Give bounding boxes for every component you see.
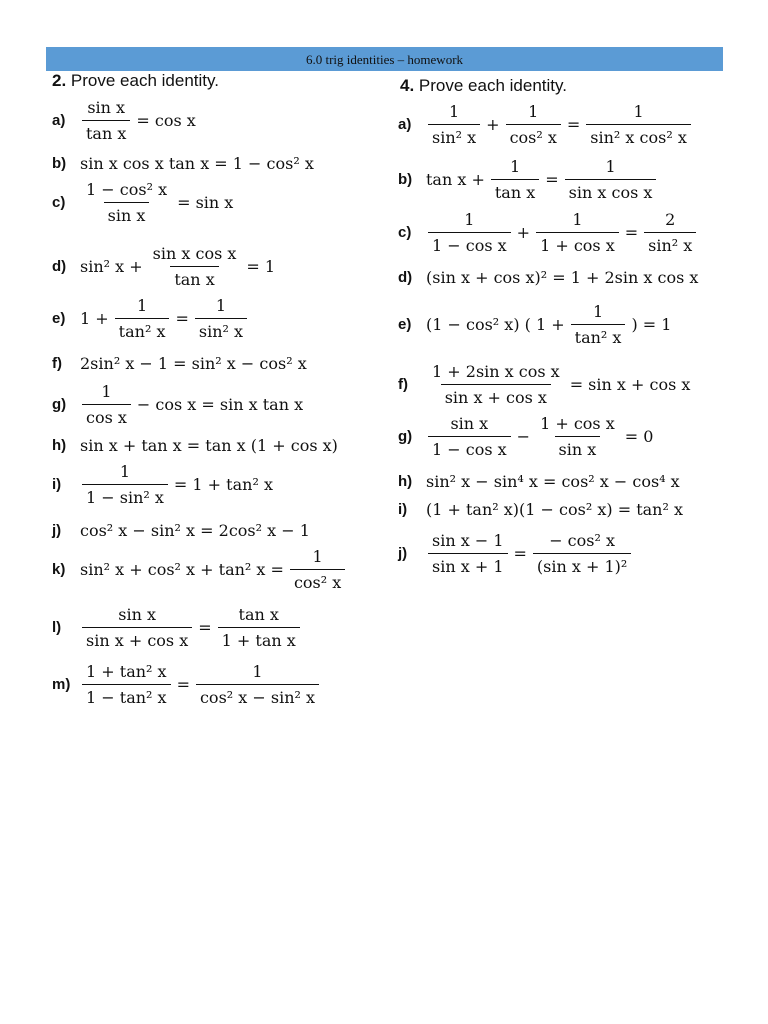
fraction xyxy=(506,102,561,147)
equals: = xyxy=(545,170,559,189)
problem-4a xyxy=(398,102,695,147)
denominator: tan x xyxy=(170,266,218,289)
fraction xyxy=(586,102,691,147)
numerator: 1 xyxy=(605,157,616,176)
problem-2l xyxy=(52,605,304,650)
label: h) xyxy=(52,437,67,454)
numerator: 1 − cos² x xyxy=(86,180,168,199)
section-2-number: 2. xyxy=(52,71,67,90)
fraction xyxy=(571,302,626,347)
denominator: sin x xyxy=(104,202,150,225)
lhs: tan x + xyxy=(426,170,485,189)
rhs: = cos x xyxy=(136,111,196,130)
numerator: 1 xyxy=(464,210,475,229)
numerator: 1 xyxy=(119,462,131,481)
problem-4c xyxy=(398,210,700,255)
rhs: = 1 xyxy=(246,257,276,276)
denominator: tan x xyxy=(82,120,130,143)
problem-2k xyxy=(52,547,349,592)
label: b) xyxy=(52,155,67,172)
denominator: 1 + cos x xyxy=(536,232,619,255)
denominator: 1 − sin² x xyxy=(82,484,168,507)
problem-2m xyxy=(52,662,323,707)
fraction xyxy=(428,531,508,576)
rhs: = sin x xyxy=(177,193,234,212)
operator: − xyxy=(516,427,531,446)
numerator: 1 xyxy=(633,102,644,121)
denominator: sin² x cos² x xyxy=(586,124,691,147)
label: k) xyxy=(52,561,66,578)
rhs: = 1 + tan² x xyxy=(173,475,273,494)
fraction xyxy=(290,547,345,592)
fraction xyxy=(533,531,631,576)
label: e) xyxy=(52,310,66,327)
denominator: sin² x xyxy=(644,232,696,255)
denominator: sin x + 1 xyxy=(428,553,508,576)
fraction xyxy=(115,296,170,341)
problem-2j xyxy=(52,521,312,540)
rhs: ) = 1 xyxy=(631,315,672,334)
fraction xyxy=(82,382,131,427)
denominator: cos x xyxy=(82,404,131,427)
numerator: 1 xyxy=(509,157,521,176)
rhs: − cos x = sin x tan x xyxy=(136,395,304,414)
problem-2b xyxy=(52,154,316,173)
denominator: cos² x xyxy=(290,569,345,592)
denominator: sin x xyxy=(555,436,601,459)
section-2-heading xyxy=(52,71,219,91)
numerator: sin x cos x xyxy=(152,244,237,263)
numerator: 1 xyxy=(136,296,148,315)
denominator: (sin x + 1)² xyxy=(533,553,631,576)
problem-2g xyxy=(52,382,305,427)
expression: sin x + tan x = tan x (1 + cos x) xyxy=(80,436,338,455)
numerator: 1 xyxy=(592,302,604,321)
denominator: 1 + tan x xyxy=(218,627,300,650)
label: j) xyxy=(52,522,62,539)
numerator: 1 + tan² x xyxy=(86,662,167,681)
equals: = xyxy=(566,115,581,134)
denominator: tan² x xyxy=(571,324,626,347)
fraction xyxy=(82,462,168,507)
fraction xyxy=(149,244,241,289)
section-4-heading xyxy=(400,76,567,96)
numerator: sin x − 1 xyxy=(432,531,504,550)
problem-4h xyxy=(398,472,682,491)
label: d) xyxy=(398,269,413,286)
denominator: sin x cos x xyxy=(565,179,657,202)
denominator: 1 − cos x xyxy=(428,436,511,459)
label: e) xyxy=(398,316,412,333)
section-2-title: Prove each identity. xyxy=(70,71,219,90)
fraction xyxy=(428,414,511,459)
fraction xyxy=(82,662,171,707)
problem-4f xyxy=(398,362,692,407)
problem-2e xyxy=(52,296,251,341)
expression: cos² x − sin² x = 2cos² x − 1 xyxy=(80,521,310,540)
label: j) xyxy=(398,545,408,562)
problem-4e xyxy=(398,302,673,347)
label: b) xyxy=(398,171,413,188)
label: d) xyxy=(52,258,67,275)
denominator: sin x + cos x xyxy=(441,384,551,407)
fraction xyxy=(428,102,480,147)
operator: + xyxy=(516,223,531,242)
numerator: 1 xyxy=(252,662,263,681)
equals: = xyxy=(176,675,190,694)
numerator: − cos² x xyxy=(549,531,616,550)
denominator: 1 − tan² x xyxy=(82,684,171,707)
fraction xyxy=(195,296,247,341)
denominator: sin² x xyxy=(428,124,480,147)
denominator: 1 − cos x xyxy=(428,232,511,255)
denominator: tan x xyxy=(491,179,539,202)
numerator: 1 xyxy=(215,296,227,315)
label: f) xyxy=(52,355,62,372)
label: c) xyxy=(398,224,412,241)
fraction xyxy=(644,210,696,255)
denominator: cos² x − sin² x xyxy=(196,684,319,707)
label: g) xyxy=(398,428,413,445)
fraction xyxy=(428,362,564,407)
lhs: sin² x + cos² x + tan² x = xyxy=(80,560,284,579)
expression: (sin x + cos x)² = 1 + 2sin x cos x xyxy=(426,268,699,287)
label: a) xyxy=(52,112,66,129)
problem-2h xyxy=(52,436,340,455)
label: g) xyxy=(52,396,67,413)
problem-4g xyxy=(398,414,655,459)
fraction xyxy=(491,157,539,202)
lhs: (1 − cos² x) ( 1 + xyxy=(426,315,565,334)
problem-4b xyxy=(398,157,660,202)
label: c) xyxy=(52,194,66,211)
numerator: sin x xyxy=(118,605,156,624)
fraction xyxy=(82,605,192,650)
rhs: = 0 xyxy=(624,427,654,446)
numerator: sin x xyxy=(87,98,126,117)
expression: 2sin² x − 1 = sin² x − cos² x xyxy=(80,354,307,373)
problem-2a xyxy=(52,98,198,143)
numerator: 1 xyxy=(101,382,112,401)
denominator: sin² x xyxy=(195,318,247,341)
fraction xyxy=(536,414,619,459)
fraction xyxy=(565,157,657,202)
label: l) xyxy=(52,619,62,636)
problem-4i xyxy=(398,500,685,519)
numerator: tan x xyxy=(238,605,279,624)
rhs: = sin x + cos x xyxy=(569,375,691,394)
section-4-title: Prove each identity. xyxy=(418,76,567,95)
denominator: cos² x xyxy=(506,124,561,147)
problem-4j xyxy=(398,531,635,576)
numerator: 1 xyxy=(572,210,583,229)
label: f) xyxy=(398,376,408,393)
label: h) xyxy=(398,473,413,490)
numerator: sin x xyxy=(450,414,489,433)
label: a) xyxy=(398,116,412,133)
denominator: tan² x xyxy=(115,318,170,341)
numerator: 1 xyxy=(448,102,460,121)
equals: = xyxy=(624,223,639,242)
expression: (1 + tan² x)(1 − cos² x) = tan² x xyxy=(426,500,683,519)
problem-2d xyxy=(52,244,277,289)
lhs: sin² x + xyxy=(80,257,143,276)
equals: = xyxy=(513,544,527,563)
fraction xyxy=(82,98,130,143)
operator: + xyxy=(486,115,500,134)
expression: sin² x − sin⁴ x = cos² x − cos⁴ x xyxy=(426,472,680,491)
section-4-number: 4. xyxy=(400,76,415,95)
denominator: sin x + cos x xyxy=(82,627,192,650)
equals: = xyxy=(175,309,189,328)
fraction xyxy=(218,605,300,650)
problem-2i xyxy=(52,462,275,507)
problem-2f xyxy=(52,354,309,373)
fraction xyxy=(82,180,171,225)
label: i) xyxy=(52,476,62,493)
label: i) xyxy=(398,501,408,518)
numerator: 2 xyxy=(665,210,676,229)
numerator: 1 xyxy=(528,102,539,121)
lhs: 1 + xyxy=(80,309,109,328)
expression: sin x cos x tan x = 1 − cos² x xyxy=(80,154,314,173)
equals: = xyxy=(198,618,212,637)
numerator: 1 xyxy=(312,547,323,566)
title-banner: 6.0 trig identities – homework xyxy=(46,47,723,71)
fraction xyxy=(428,210,511,255)
numerator: 1 + cos x xyxy=(540,414,615,433)
problem-2c xyxy=(52,180,235,225)
fraction xyxy=(196,662,319,707)
fraction xyxy=(536,210,619,255)
problem-4d xyxy=(398,268,700,287)
numerator: 1 + 2sin x cos x xyxy=(432,362,560,381)
label: m) xyxy=(52,676,71,693)
